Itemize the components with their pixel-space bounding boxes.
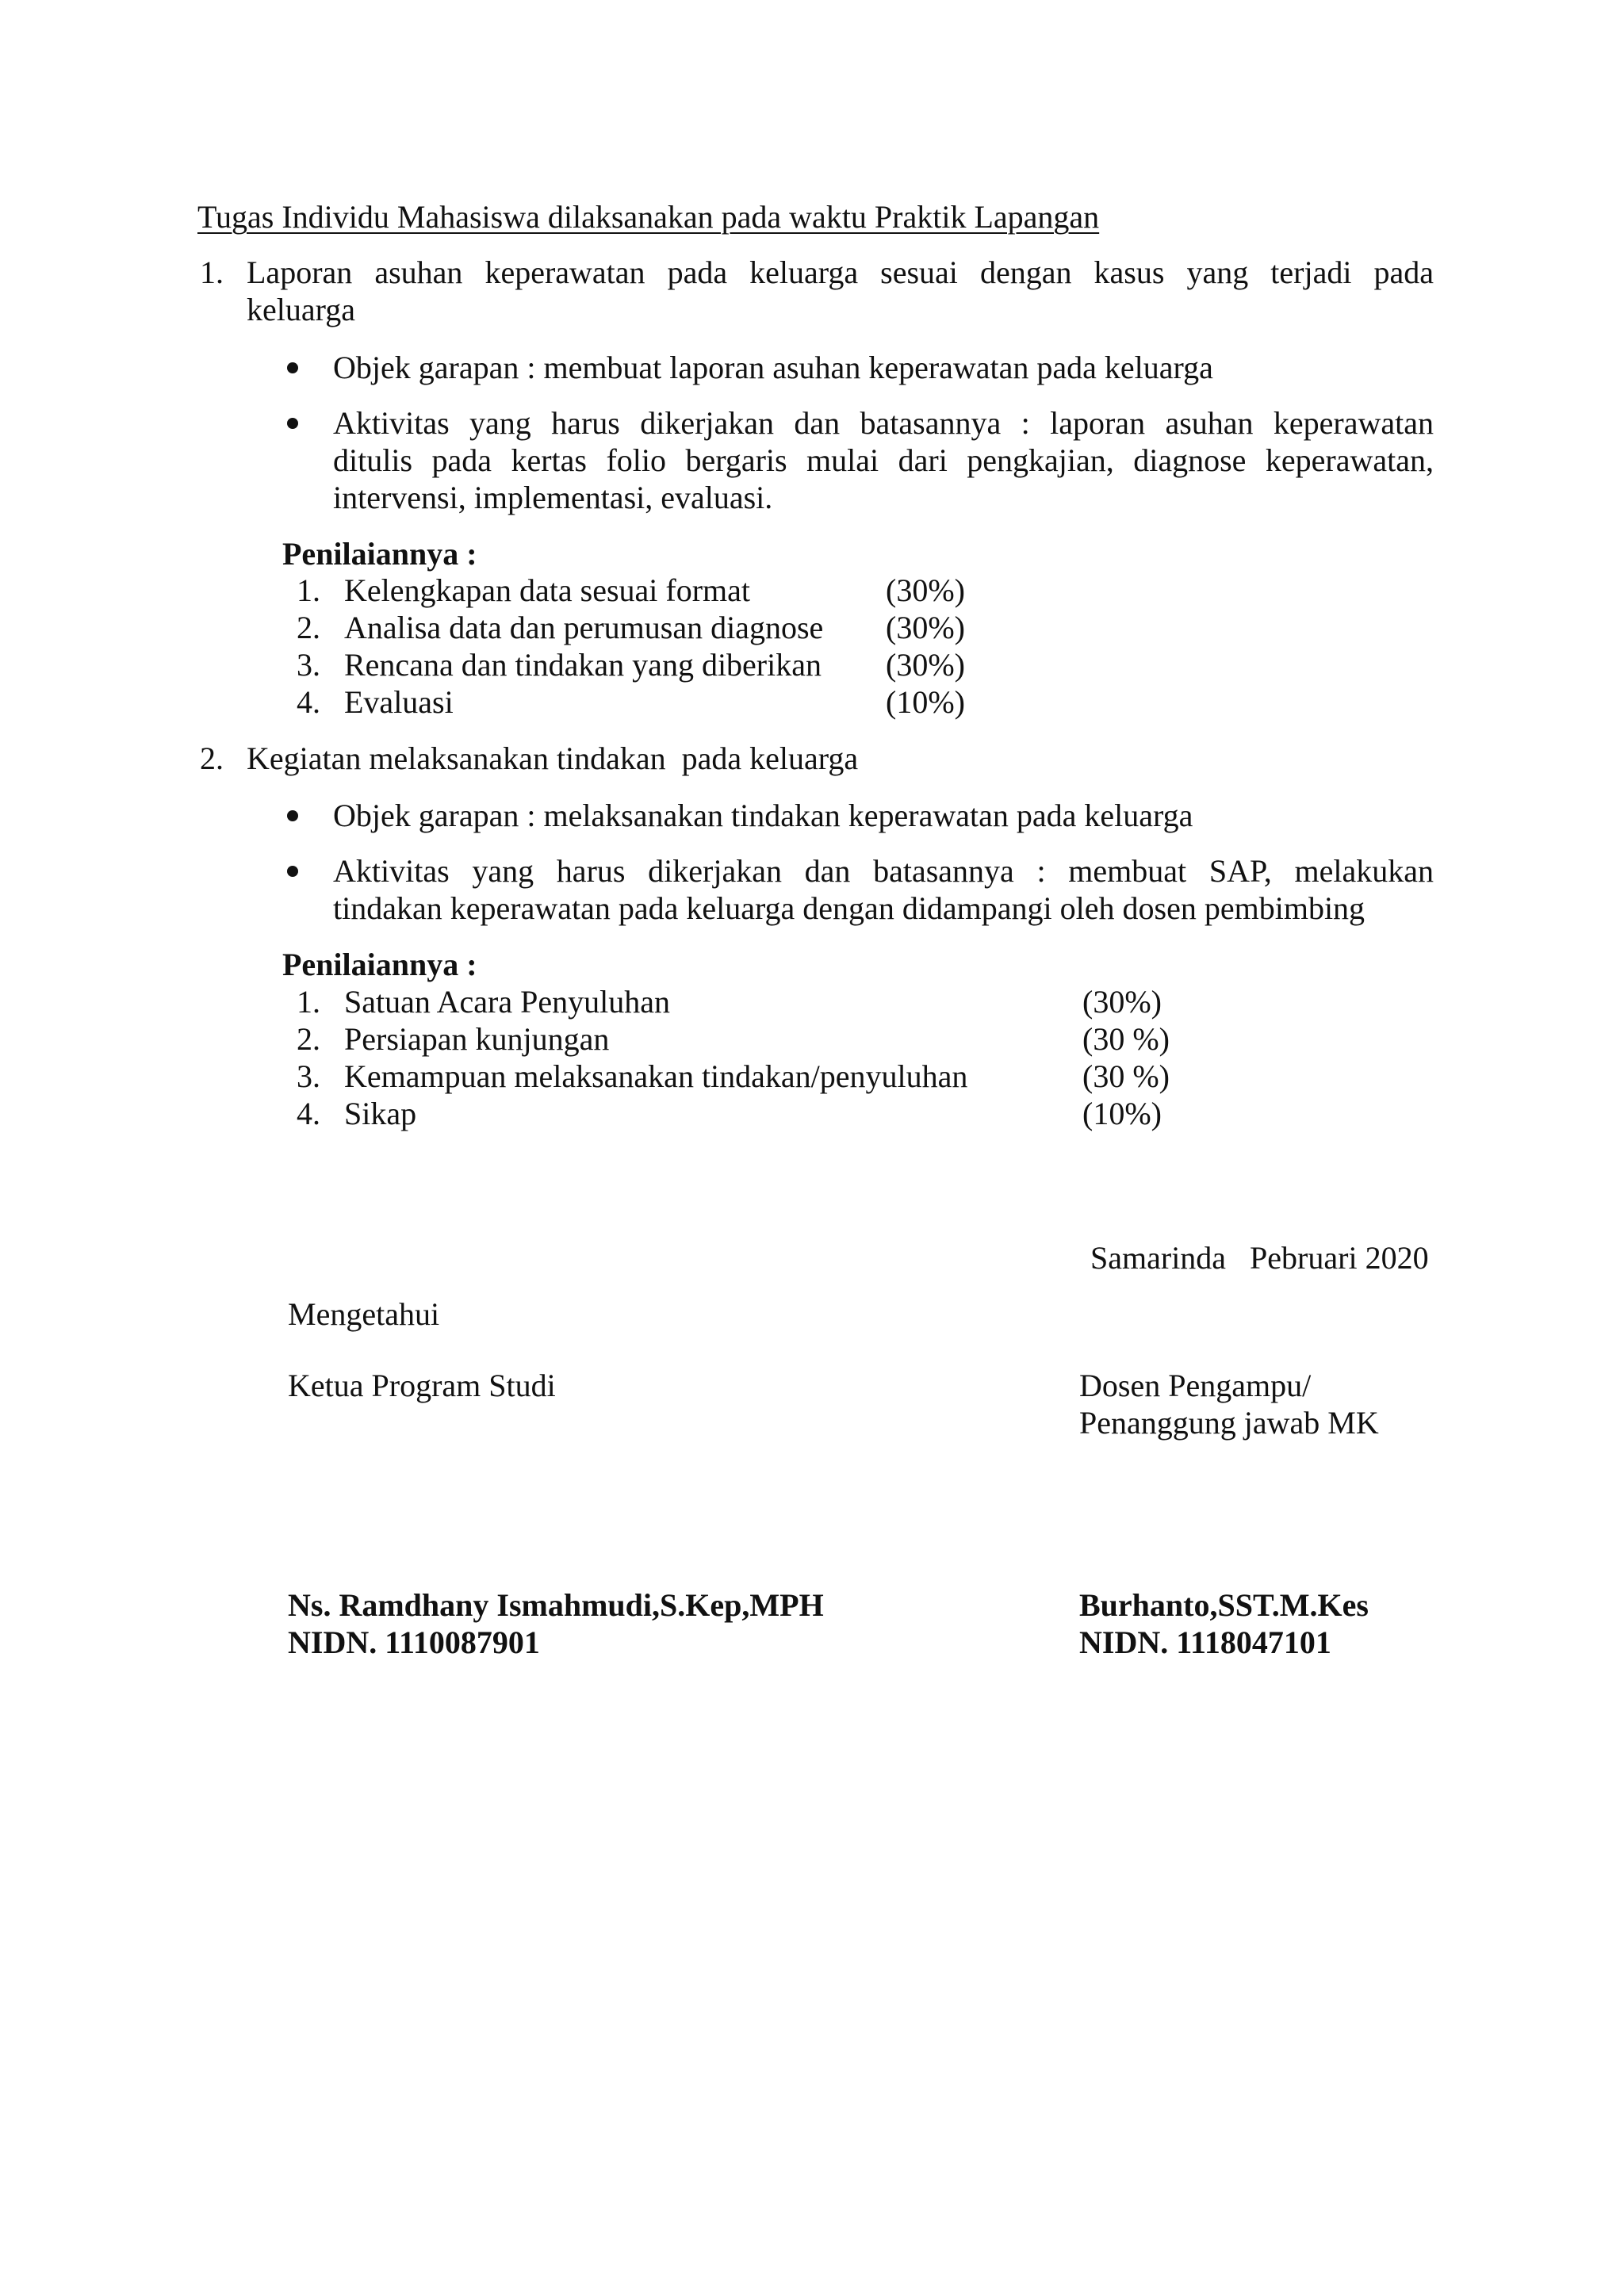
task-1-scoring-label: Penilaiannya : [282,536,477,572]
task-1-bullet-2-line1: Aktivitas yang harus dikerjakan dan batasannya : laporan asuhan keperawatan [333,405,1434,441]
task-1-bullet-1: Objek garapan : membuat laporan asuhan keperawatan pada keluarga [333,350,1213,385]
score-item-text: Sikap [344,1096,417,1131]
left-signer-name: Ns. Ramdhany Ismahmudi,S.Kep,MPH [288,1587,824,1623]
bullet-icon [287,362,298,373]
score-item-percent: (30%) [886,610,965,645]
score-item-number: 2. [297,610,320,645]
score-item-number: 1. [297,984,320,1020]
task-1-title-line1: Laporan asuhan keperawatan pada keluarga sesuai dengan kasus yang terjadi pada [247,254,1434,290]
score-item-number: 3. [297,1058,320,1094]
score-item-percent: (30%) [886,647,965,683]
task-2-title: Kegiatan melaksanakan tindakan pada keluarga [247,740,859,776]
left-signer-nidn: NIDN. 1110087901 [288,1624,540,1660]
score-item-percent: (30%) [1082,984,1162,1020]
score-item-number: 1. [297,572,320,608]
document-heading: Tugas Individu Mahasiswa dilaksanakan pada waktu Praktik Lapangan [197,199,1100,235]
right-signer-role-line2: Penanggung jawab MK [1079,1405,1379,1441]
right-signer-nidn: NIDN. 1118047101 [1079,1624,1331,1660]
score-item-text: Kemampuan melaksanakan tindakan/penyuluhan [344,1058,968,1094]
score-item-text: Analisa data dan perumusan diagnose [344,610,824,645]
left-signer-role: Ketua Program Studi [288,1368,556,1403]
score-item-text: Persiapan kunjungan [344,1021,610,1057]
score-item-percent: (30 %) [1082,1058,1170,1094]
score-item-percent: (30%) [886,572,965,608]
task-2-number: 2. [200,740,224,776]
score-item-percent: (10%) [1082,1096,1162,1131]
task-1-bullet-2-line2: ditulis pada kertas folio bergaris mulai dari pengkajian, diagnose keperawatan, [333,442,1434,478]
task-2-bullet-1: Objek garapan : melaksanakan tindakan keperawatan pada keluarga [333,798,1193,833]
place-date: Samarinda Pebruari 2020 [1090,1240,1429,1276]
task-2-bullet-2-line1: Aktivitas yang harus dikerjakan dan batasannya : membuat SAP, melakukan [333,853,1434,889]
score-item-text: Rencana dan tindakan yang diberikan [344,647,822,683]
score-item-text: Kelengkapan data sesuai format [344,572,751,608]
bullet-icon [287,810,298,821]
score-item-text: Satuan Acara Penyuluhan [344,984,670,1020]
task-1-bullet-2-line3: intervensi, implementasi, evaluasi. [333,480,773,515]
right-signer-name: Burhanto,SST.M.Kes [1079,1587,1369,1623]
task-2-scoring-label: Penilaiannya : [282,947,477,982]
score-item-number: 4. [297,1096,320,1131]
score-item-number: 3. [297,647,320,683]
task-1-title-line2: keluarga [247,292,355,327]
acknowledged-label: Mengetahui [288,1296,440,1332]
task-2-bullet-2-line2: tindakan keperawatan pada keluarga dengan didampangi oleh dosen pembimbing [333,890,1365,926]
bullet-icon [287,418,298,429]
score-item-percent: (10%) [886,684,965,720]
score-item-number: 4. [297,684,320,720]
score-item-percent: (30 %) [1082,1021,1170,1057]
score-item-number: 2. [297,1021,320,1057]
score-item-text: Evaluasi [344,684,454,720]
task-1-number: 1. [200,254,224,290]
right-signer-role-line1: Dosen Pengampu/ [1079,1368,1312,1403]
bullet-icon [287,866,298,877]
